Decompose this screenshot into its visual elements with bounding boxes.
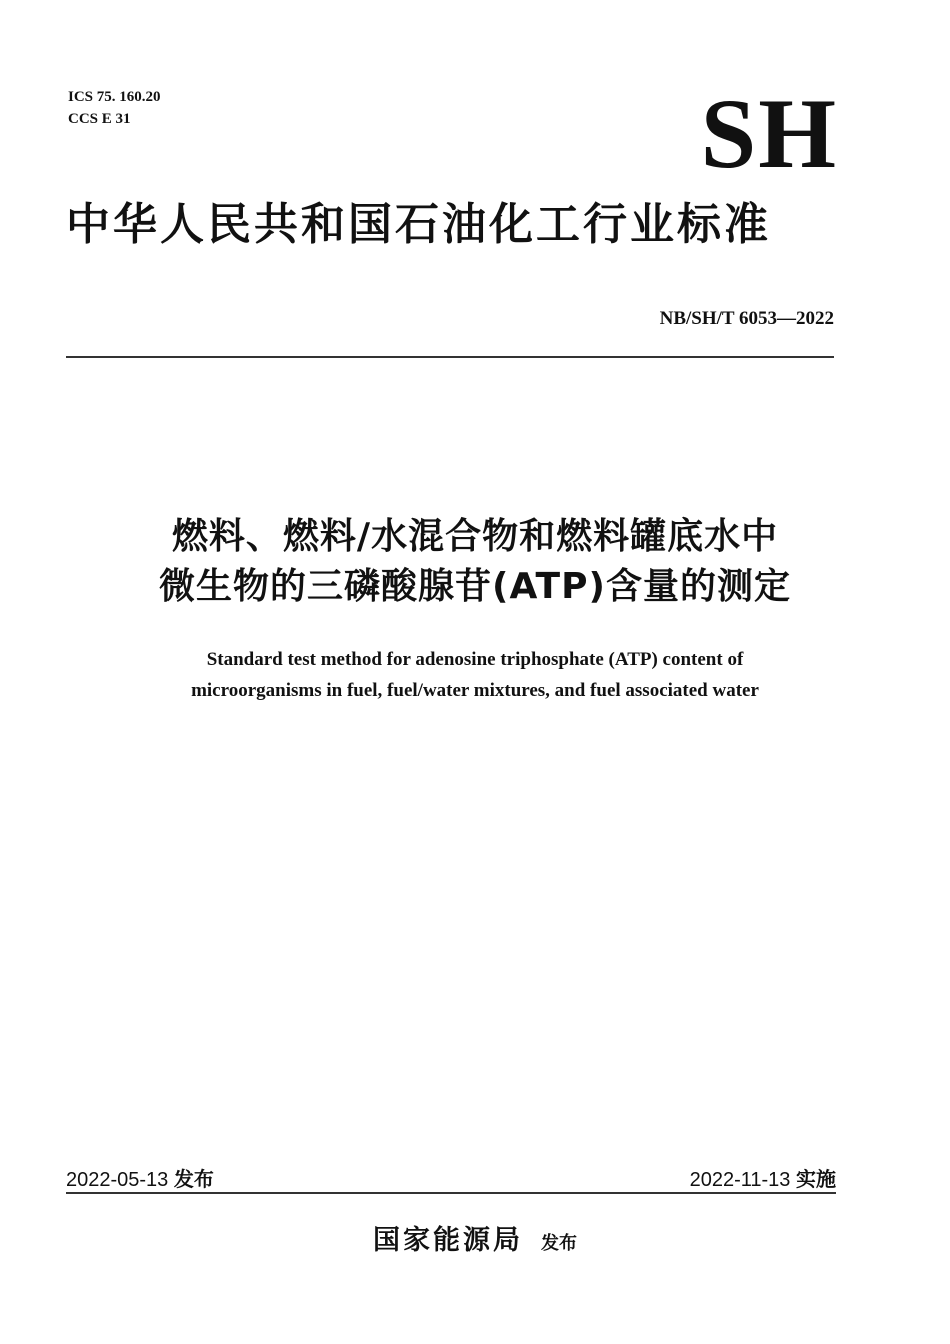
issue-date <box>66 1163 214 1192</box>
standard-type-heading: 中华人民共和国石油化工行业标准 <box>66 199 771 250</box>
title-chinese <box>40 512 910 612</box>
ccs-code: CCS E 31 <box>68 111 131 127</box>
issuer-line <box>0 1218 950 1257</box>
issuer-org: 国家能源局 <box>373 1225 523 1256</box>
standard-number: NB/SH/T 6053—2022 <box>659 308 834 329</box>
title-english <box>40 644 910 706</box>
classification-codes <box>68 86 161 130</box>
bottom-divider <box>66 1192 836 1194</box>
issue-date-label: 发布 <box>173 1167 214 1191</box>
issuer-action: 发布 <box>541 1233 577 1254</box>
title-english-line-1: Standard test method for adenosine triphosphate (ATP) content of <box>206 649 744 670</box>
title-english-line-2: microorganisms in fuel, fuel/water mixtures, and fuel associated water <box>191 680 759 701</box>
sh-mark: SH <box>700 78 838 189</box>
implementation-date <box>690 1163 836 1192</box>
issue-date-value: 2022-05-13 <box>66 1169 169 1191</box>
implementation-date-value: 2022-11-13 <box>689 1169 791 1191</box>
title-chinese-line-1: 燃料、燃料/水混合物和燃料罐底水中 <box>171 516 779 557</box>
ics-code: ICS 75. 160.20 <box>68 89 161 105</box>
top-divider <box>66 356 834 358</box>
title-chinese-line-2: 微生物的三磷酸腺苷(ATP)含量的测定 <box>159 566 791 607</box>
implementation-date-label: 实施 <box>796 1167 836 1191</box>
